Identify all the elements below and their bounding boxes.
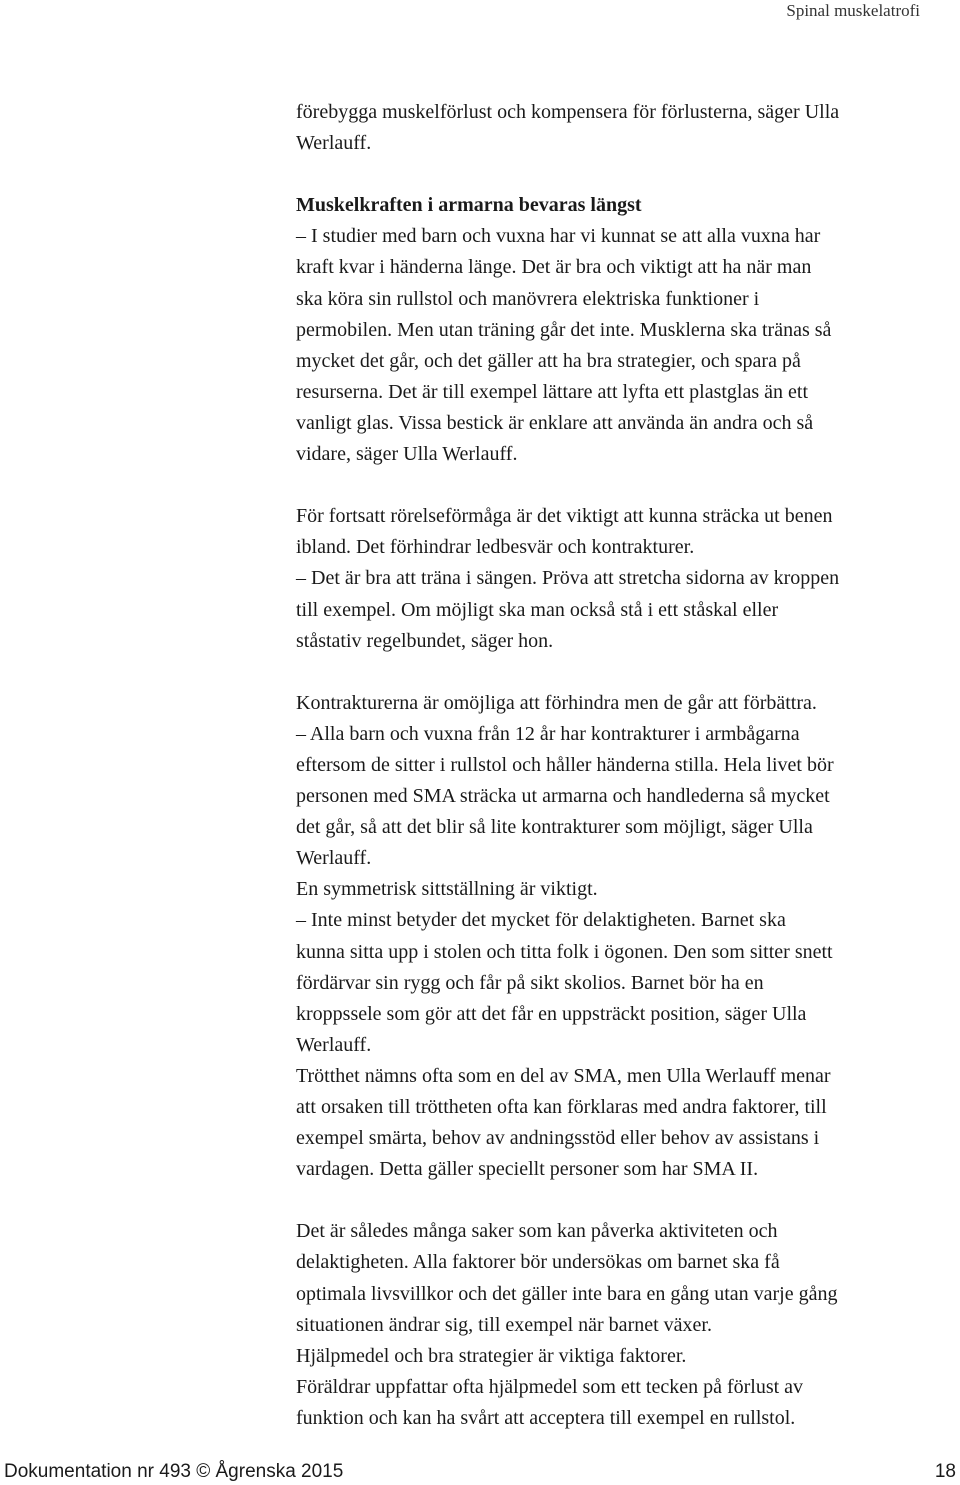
text-line: – Det är bra att träna i sängen. Pröva att stretcha sidorna av kroppen xyxy=(296,567,840,590)
text-line: exempel smärta, behov av andningsstöd eller behov av assistans i xyxy=(296,1127,820,1150)
paragraph-gap xyxy=(296,159,928,190)
text-line: det går, så att det blir så lite kontrakturer som möjligt, säger Ulla xyxy=(296,816,813,839)
paragraph-gap xyxy=(296,470,928,501)
text-line: permobilen. Men utan träning går det inte. Musklerna ska tränas så xyxy=(296,318,832,341)
text-line: Föräldrar uppfattar ofta hjälpmedel som ett tecken på förlust av xyxy=(296,1375,804,1398)
running-header-title: Spinal muskelatrofi xyxy=(786,1,920,20)
text-line: – I studier med barn och vuxna har vi kunnat se att alla vuxna har xyxy=(296,225,821,248)
text-line: Kontrakturerna är omöjliga att förhindra men de går att förbättra. xyxy=(296,691,817,714)
article-body xyxy=(296,97,928,1434)
text-line: – Inte minst betyder det mycket för delaktigheten. Barnet ska xyxy=(296,909,786,932)
text-line: Werlauff. xyxy=(296,1033,372,1056)
text-line: vardagen. Detta gäller speciellt personer som har SMA II. xyxy=(296,1158,759,1181)
text-line: vidare, säger Ulla Werlauff. xyxy=(296,443,518,466)
text-line: ibland. Det förhindrar ledbesvär och kontrakturer. xyxy=(296,536,695,559)
text-line: ska köra sin rullstol och manövrera elektriska funktioner i xyxy=(296,287,760,310)
text-line: att orsaken till tröttheten ofta kan förklaras med andra faktorer, till xyxy=(296,1096,827,1118)
text-line: eftersom de sitter i rullstol och håller händerna stilla. Hela livet bör xyxy=(296,753,834,776)
text-line: Det är således många saker som kan påverka aktiviteten och xyxy=(296,1220,778,1243)
text-line: funktion och kan ha svårt att acceptera till exempel en rullstol. xyxy=(296,1406,796,1429)
text-line: Hjälpmedel och bra strategier är viktiga faktorer. xyxy=(296,1344,687,1367)
paragraph-mobility xyxy=(296,501,928,656)
paragraph-participation xyxy=(296,1216,928,1434)
text-line: kunna sitta upp i stolen och titta folk i ögonen. Den som sitter snett xyxy=(296,940,833,963)
paragraph-contractures xyxy=(296,688,928,1186)
text-line: delaktigheten. Alla faktorer bör undersökas om barnet ska få xyxy=(296,1251,780,1274)
text-line: situationen ändrar sig, till exempel när barnet växer. xyxy=(296,1313,712,1336)
text-line: Werlauff. xyxy=(296,132,372,155)
text-line: En symmetrisk sittställning är viktigt. xyxy=(296,878,598,901)
text-line: – Alla barn och vuxna från 12 år har kontrakturer i armbågarna xyxy=(296,722,800,745)
text-line: till exempel. Om möjligt ska man också stå i ett ståskal eller xyxy=(296,598,779,621)
text-line: Trötthet nämns ofta som en del av SMA, men Ulla Werlauff menar xyxy=(296,1064,831,1087)
page-footer xyxy=(0,1460,960,1484)
text-line: Werlauff. xyxy=(296,847,372,870)
text-line: förebygga muskelförlust och kompensera för förlusterna, säger Ulla xyxy=(296,101,840,123)
text-line: vanligt glas. Vissa bestick är enklare att använda än andra och så xyxy=(296,411,814,434)
text-line: ståstativ regelbundet, säger hon. xyxy=(296,629,554,652)
text-line: För fortsatt rörelseförmåga är det viktigt att kunna sträcka ut benen xyxy=(296,505,833,528)
text-line: fördärvar sin rygg och får på sikt skolios. Barnet bör ha en xyxy=(296,971,764,994)
footer-document-info: Dokumentation nr 493 © Ågrenska 2015 xyxy=(4,1461,344,1482)
text-line: personen med SMA sträcka ut armarna och handlederna så mycket xyxy=(296,785,830,808)
paragraph-muscle-strength xyxy=(296,190,928,470)
paragraph-gap xyxy=(296,657,928,688)
text-line: kroppssele som gör att det får en uppsträckt position, säger Ulla xyxy=(296,1002,807,1025)
paragraph-gap xyxy=(296,1185,928,1216)
page-number: 18 xyxy=(934,1461,956,1482)
text-line: resurserna. Det är till exempel lättare att lyfta ett plastglas än ett xyxy=(296,380,809,403)
section-heading: Muskelkraften i armarna bevaras längst xyxy=(296,194,642,217)
text-line: kraft kvar i händerna länge. Det är bra och viktigt att ha när man xyxy=(296,256,812,279)
paragraph-intro-end xyxy=(296,97,928,159)
text-line: mycket det går, och det gäller att ha bra strategier, och spara på xyxy=(296,349,801,372)
text-line: optimala livsvillkor och det gäller inte bara en gång utan varje gång xyxy=(296,1282,838,1305)
